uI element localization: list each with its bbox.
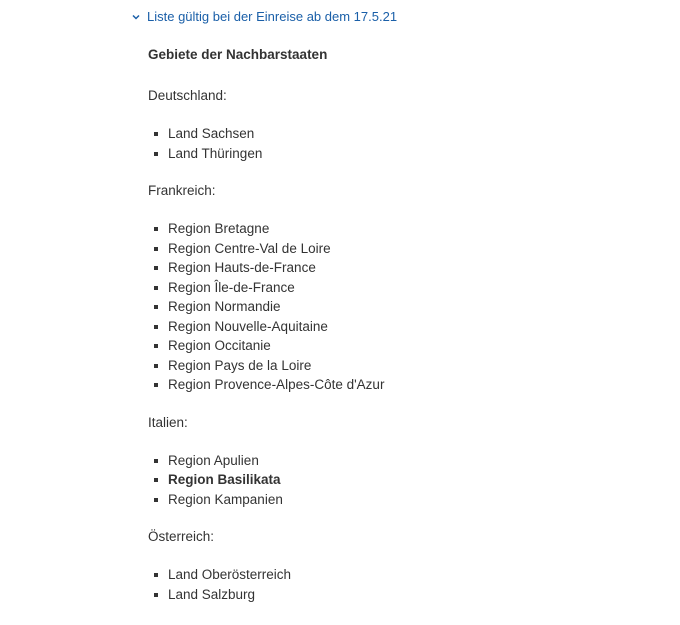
section-title: Gebiete der Nachbarstaaten [148, 47, 328, 62]
list-item-label: Region Centre-Val de Loire [168, 240, 331, 256]
list-item [148, 356, 648, 376]
bullet-icon [154, 344, 158, 348]
list-item [148, 297, 648, 317]
list-item-label: Region Provence-Alpes-Côte d'Azur [168, 377, 385, 392]
region-list-panel [148, 46, 648, 623]
chevron-down-icon [131, 12, 141, 22]
list-item [148, 219, 648, 239]
list-item-label: Region Nouvelle-Aquitaine [168, 318, 328, 334]
list-item [148, 239, 648, 259]
list-item [148, 317, 648, 337]
list-item-label: Land Oberösterreich [168, 567, 292, 582]
bullet-icon [154, 305, 158, 309]
bullet-icon [154, 459, 158, 463]
bullet-icon [154, 286, 158, 290]
list-item [148, 278, 648, 298]
region-list [148, 565, 648, 604]
list-item-label: Region Hauts-de-France [168, 260, 316, 275]
country-heading: Österreich: [148, 529, 215, 544]
region-list [148, 124, 648, 163]
list-item-label: Region Apulien [168, 452, 259, 468]
list-item [148, 336, 648, 356]
list-item [148, 258, 648, 278]
region-list [148, 219, 648, 395]
list-item-label: Region Occitanie [168, 338, 271, 353]
list-item [148, 565, 648, 585]
bullet-icon [154, 325, 158, 329]
list-item [148, 470, 648, 490]
list-item-label: Land Thüringen [168, 145, 263, 161]
bullet-icon [154, 247, 158, 251]
list-item-label: Region Bretagne [168, 221, 270, 236]
country-heading: Frankreich: [148, 183, 216, 198]
bullet-icon [154, 593, 158, 597]
list-item-label: Region Basilikata [168, 472, 281, 487]
country-heading: Italien: [148, 414, 188, 430]
list-item-label: Region Kampanien [168, 491, 283, 507]
bullet-icon [154, 132, 158, 136]
list-toggle-label[interactable]: Liste gültig bei der Einreise ab dem 17.5.21 [147, 9, 398, 24]
list-item [148, 490, 648, 510]
list-item [148, 585, 648, 605]
bullet-icon [154, 498, 158, 502]
list-item-label: Land Salzburg [168, 586, 256, 602]
bullet-icon [154, 478, 158, 482]
bullet-icon [154, 383, 158, 387]
region-list [148, 451, 648, 510]
list-item-label: Region Normandie [168, 299, 281, 314]
bullet-icon [154, 573, 158, 577]
bullet-icon [154, 152, 158, 156]
list-item-label: Land Sachsen [168, 126, 255, 141]
list-toggle[interactable] [131, 9, 397, 24]
list-item-label: Region Île-de-France [168, 279, 295, 295]
country-heading: Deutschland: [148, 88, 227, 103]
bullet-icon [154, 364, 158, 368]
bullet-icon [154, 266, 158, 270]
bullet-icon [154, 227, 158, 231]
country-groups [148, 87, 648, 604]
list-item [148, 124, 648, 144]
list-item-label: Region Pays de la Loire [168, 357, 312, 373]
list-item [148, 144, 648, 164]
list-item [148, 375, 648, 395]
list-item [148, 451, 648, 471]
